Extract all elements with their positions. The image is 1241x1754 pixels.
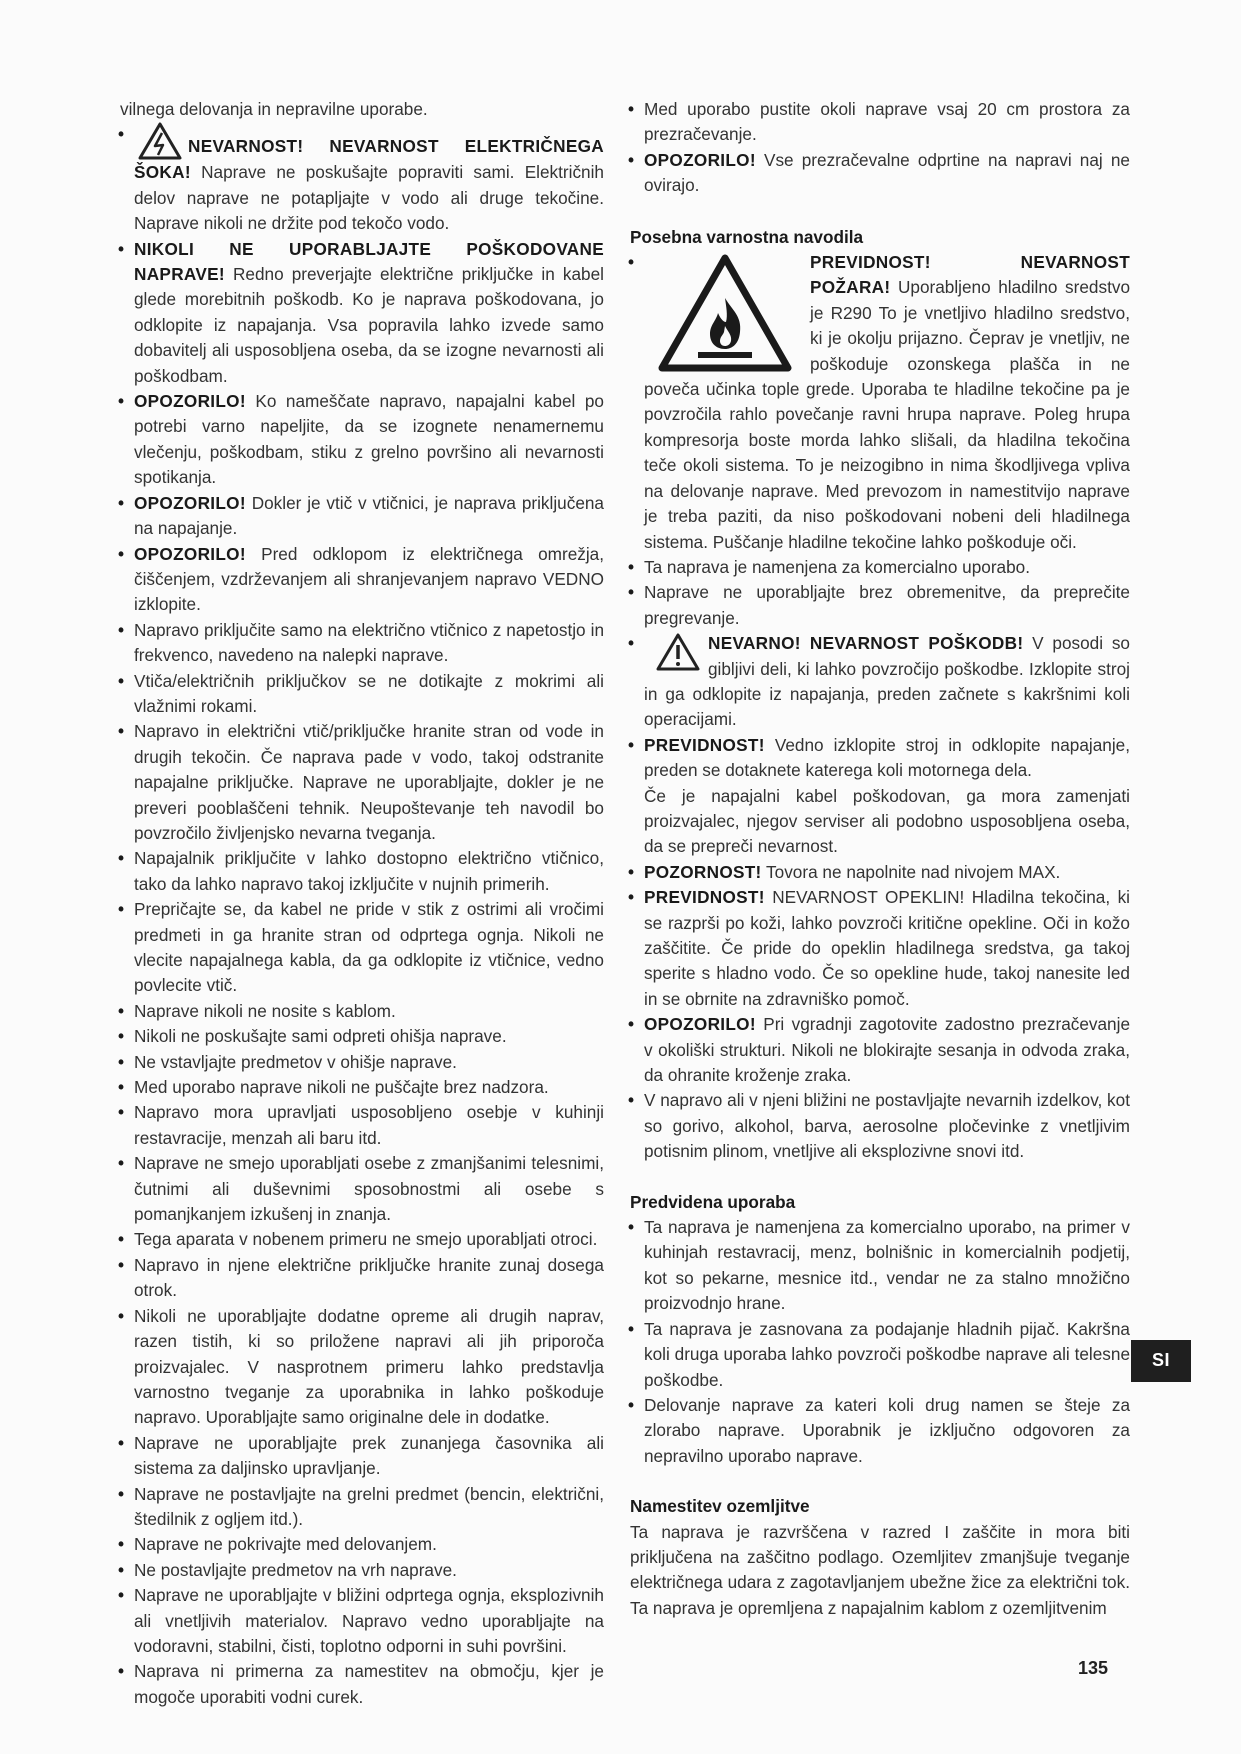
list-item: • Vtiča/električnih priključkov se ne dotikajte z mokrimi ali vlažnimi rokami. bbox=[120, 669, 604, 720]
list-item: • Napajalnik priključite v lahko dostopno električno vtičnico, tako da lahko napravo takoj izključite v nujnih primerih. bbox=[120, 846, 604, 897]
list-item: • OPOZORILO! Pri vgradnji zagotovite zadostno prezračevanje v okoliški strukturi. Nikoli ne blokirajte sesanja in odvoda zraka, da ohranite kroženje zraka. bbox=[630, 1012, 1130, 1088]
list-item: • V napravo ali v njeni bližini ne postavljajte nevarnih izdelkov, kot so gorivo, alkohol, barva, aerosolne pločevinke z vnetljivim potisnim plinom, vnetljive ali eksplozivne snovi itd. bbox=[630, 1088, 1130, 1164]
list-item: • NIKOLI NE UPORABLJAJTE POŠKODOVANE NAPRAVE! Redno preverjajte električne priključke in kabel glede morebitnih poškodb. Ko je naprava poškodovana, jo odklopite iz napajanja. Vsa popravila lahko izvede samo dobavitelj ali usposobljena oseba, da se izogne nevarnosti ali poškodbam. bbox=[120, 237, 604, 389]
list-item: • Naprave ne uporabljajte prek zunanjega časovnika ali sistema za daljinsko upravljanje. bbox=[120, 1431, 604, 1482]
intro-text: vilnega delovanja in nepravilne uporabe. bbox=[120, 99, 428, 119]
intended-use-list bbox=[630, 1215, 1130, 1469]
special-list bbox=[630, 250, 1130, 784]
list-item: • Prepričajte se, da kabel ne pride v stik z ostrimi ali vročimi predmeti in ga hranite stran od odprtega ognja. Nikoli ne vlecite napajalnega kabla, da ga odklopite iz vtičnice, vedno povlecite vtič. bbox=[120, 897, 604, 999]
list-item: • Ta naprava je zasnovana za podajanje hladnih pijač. Kakršna koli druga uporaba lahko povzroči poškodbe naprave ali telesne poškodbe. bbox=[630, 1317, 1130, 1393]
warning-icon bbox=[656, 633, 700, 671]
list-item: • POZORNOST! Tovora ne napolnite nad nivojem MAX. bbox=[630, 860, 1130, 885]
list-item: • Ne vstavljajte predmetov v ohišje naprave. bbox=[120, 1050, 604, 1075]
list-item: • Napravo in njene električne priključke hranite zunaj dosega otrok. bbox=[120, 1253, 604, 1304]
list-item: • Nikoli ne uporabljajte dodatne opreme ali drugih naprav, razen tistih, ki so priložene napravi ali jih priporoča proizvajalec. V nasprotnem primeru lahko predstavlja varnostno tveganje za uporabnika in lahko poškoduje napravo. Uporabljajte samo originalne dele in dodatke. bbox=[120, 1304, 604, 1431]
list-item: • NEVARNOST! NEVARNOST ELEKTRIČNEGA ŠOKA! Naprave ne poskušajte popraviti sami. Električnih delov naprave ne potapljajte v vodo ali druge tekočine. Naprave nikoli ne držite pod tekočo vodo. bbox=[120, 122, 604, 236]
list-item: • Naprave nikoli ne nosite s kablom. bbox=[120, 999, 604, 1024]
power-cable-note: Če je napajalni kabel poškodovan, ga mora zamenjati proizvajalec, njegov serviser ali podobno usposobljena oseba, da se prepreči nevarnost. bbox=[644, 785, 1130, 857]
list-item: • Naprava ni primerna za namestitev na območju, kjer je mogoče uporabiti vodni curek. bbox=[120, 1659, 604, 1710]
list-item: • Ne postavljajte predmetov na vrh naprave. bbox=[120, 1558, 604, 1583]
list-item: • OPOZORILO! Dokler je vtič v vtičnici, je naprava priključena na napajanje. bbox=[120, 491, 604, 542]
right-column bbox=[630, 97, 1130, 1621]
list-item: • Napravo in električni vtič/priključke hranite stran od vode in drugih tekočin. Če naprava pade v vodo, takoj odstranite napajalne priključke. Naprave ne uporabljajte, dokler je ne preveri pooblaščeni tehnik. Neupoštevanje teh navodil bo povzročilo življenjsko nevarna tveganja. bbox=[120, 719, 604, 846]
flammable-warning-icon bbox=[656, 252, 794, 374]
list-item: • Ta naprava je namenjena za komercialno uporabo, na primer v kuhinjah restavracij, menz, bolnišnic in komercialnih podjetij, kot so pekarne, mesnice itd., vendar ne za stalno množično proizvodnjo hrane. bbox=[630, 1215, 1130, 1317]
list-item: • Ta naprava je namenjena za komercialno uporabo. bbox=[630, 555, 1130, 580]
list-item: • Napravo mora upravljati usposobljeno osebje v kuhinji restavracije, menzah ali baru itd. bbox=[120, 1100, 604, 1151]
special-list-2 bbox=[630, 860, 1130, 1165]
list-item: • PREVIDNOST! NEVARNOST OPEKLIN! Hladilna tekočina, ki se razprši po koži, lahko povzroči kritične opekline. Oči in kožo zaščitite. Če pride do opeklin hladilnega sredstva, ga takoj sperite s hladno vodo. Če so opekline hude, takoj nanesite led in se obrnite na zdravniško pomoč. bbox=[630, 885, 1130, 1012]
list-item: • Naprave ne uporabljajte v bližini odprtega ognja, eksplozivnih ali vnetljivih materialov. Napravo vedno uporabljajte na vodoravni, stabilni, čisti, toplotno odporni in suhi površini. bbox=[120, 1583, 604, 1659]
section-heading-intended-use: Predvidena uporaba bbox=[630, 1191, 796, 1212]
list-item: • Med uporabo pustite okoli naprave vsaj 20 cm prostora za prezračevanje. bbox=[630, 97, 1130, 148]
section-heading-special: Posebna varnostna navodila bbox=[630, 226, 864, 247]
list-item: • OPOZORILO! Vse prezračevalne odprtine na napravi naj ne ovirajo. bbox=[630, 148, 1130, 199]
list-item: • Naprave ne uporabljajte brez obremenitve, da preprečite pregrevanje. bbox=[630, 580, 1130, 631]
list-item: • OPOZORILO! Pred odklopom iz električnega omrežja, čiščenjem, vzdrževanjem ali shranjevanjem napravo VEDNO izklopite. bbox=[120, 542, 604, 618]
list-item: • OPOZORILO! Ko nameščate napravo, napajalni kabel po potrebi varno napeljite, da se izognete nenamernemu vlečenju, poškodbam, stiku z grelno površino ali nevarnosti spotikanja. bbox=[120, 389, 604, 491]
electric-hazard-icon bbox=[138, 122, 182, 160]
list-item: • Tega aparata v nobenem primeru ne smejo uporabljati otroci. bbox=[120, 1227, 604, 1252]
page-number: 135 bbox=[1078, 1658, 1109, 1678]
list-item: • Naprave ne pokrivajte med delovanjem. bbox=[120, 1532, 604, 1557]
list-item: • Med uporabo naprave nikoli ne puščajte brez nadzora. bbox=[120, 1075, 604, 1100]
list-item: • Naprave ne postavljajte na grelni predmet (bencin, električni, štedilnik z ogljem itd.). bbox=[120, 1482, 604, 1533]
list-item: • Delovanje naprave za kateri koli drug namen se šteje za zlorabo naprave. Uporabnik je izključno odgovoren za nepravilno uporabo naprave. bbox=[630, 1393, 1130, 1469]
list-item: • NEVARNO! NEVARNOST POŠKODB! V posodi so gibljivi deli, ki lahko povzročijo poškodbe. Izklopite stroj in ga odklopite iz napajanja, preden začnete s kakršnimi koli operacijami. bbox=[630, 631, 1130, 733]
list-item: • Naprave ne smejo uporabljati osebe z zmanjšanimi telesnimi, čutnimi ali duševnimi sposobnostmi ali osebe s pomanjkanjem izkušenj in znanja. bbox=[120, 1151, 604, 1227]
right-top-list bbox=[630, 97, 1130, 199]
language-tab: SI bbox=[1131, 1340, 1191, 1382]
list-item: • PREVIDNOST! NEVARNOST POŽARA! Uporabljeno hladilno sredstvo je R290 To je vnetljivo hladilno sredstvo, ki je okolju prijazno. Čeprav je vnetljiv, ne poškoduje ozonskega plašča in ne poveča učinka tople grede. Uporaba te hladilne tekočine pa je povzročila rahlo povečanje ravni hrupa naprave. Poleg hrupa kompresorja boste morda lahko slišali, da hladilna tekočina teče okoli sistema. To je neizogibno in nima škodljivega vpliva na delovanje naprave. Med prevozom in namestitvijo naprave je treba paziti, da niso poškodovani nobeni deli hladilnega sistema. Puščanje hladilne tekočine lahko poškoduje oči. bbox=[630, 250, 1130, 555]
section-heading-grounding: Namestitev ozemljitve bbox=[630, 1496, 810, 1517]
list-item: • PREVIDNOST! Vedno izklopite stroj in odklopite napajanje, preden se dotaknete katerega koli motornega dela. bbox=[630, 733, 1130, 784]
left-column bbox=[120, 97, 604, 1710]
list-item: • Nikoli ne poskušajte sami odpreti ohišja naprave. bbox=[120, 1024, 604, 1049]
list-item: • Napravo priključite samo na električno vtičnico z napetostjo in frekvenco, navedeno na nalepki naprave. bbox=[120, 618, 604, 669]
left-list bbox=[120, 122, 604, 1710]
grounding-text: Ta naprava je razvrščena v razred I zaščite in mora biti priključena na zaščitno podlago. Ozemljitev zmanjšuje tveganje električnega udara z zagotavljanjem ubežne žice za električni tok. Ta naprava je opremljena z napajalnim kablom z ozemljitvenim bbox=[630, 1521, 1130, 1618]
